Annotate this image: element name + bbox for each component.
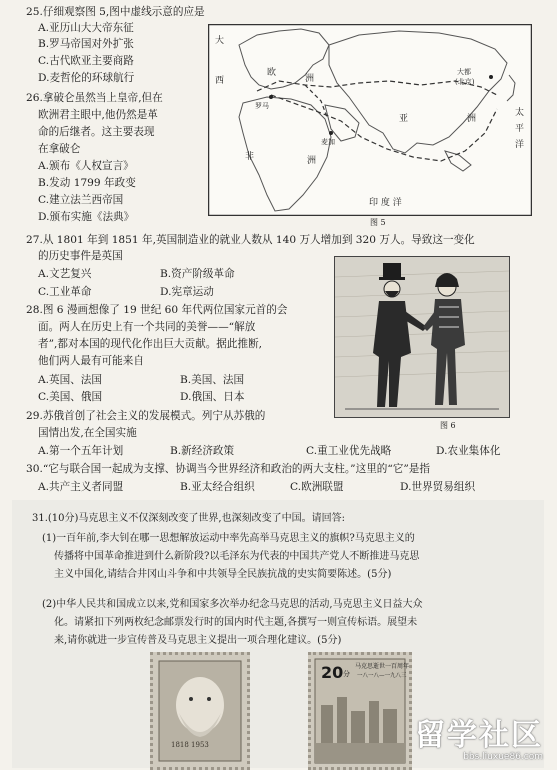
q26-line-1: 26.拿破仑虽然当上皇帝,但在 xyxy=(26,92,163,104)
map-label-europe-2: 洲 xyxy=(305,74,315,84)
map-label-pacific-2: 平 xyxy=(515,124,525,134)
q28-line-4: 他们两人最有可能来自 xyxy=(38,355,144,367)
q31-part2-line1: (2)中华人民共和国成立以来,党和国家多次举办纪念马克思的活动,马克思主义日益大众 xyxy=(42,599,423,610)
stamp-1-years: 1818 1953 xyxy=(171,741,209,749)
q27-option-b: B.资产阶级革命 xyxy=(160,268,235,280)
q27-option-d: D.宪章运动 xyxy=(160,286,214,298)
map-label-africa-2: 洲 xyxy=(307,156,317,166)
q25-stem: 25.仔细观察图 5,图中虚线示意的应是 xyxy=(26,6,205,18)
q28-option-a: A.英国、法国 xyxy=(38,374,102,386)
watermark-site-name: 留学社区 xyxy=(415,718,543,753)
q26-line-2: 欧洲君主眼中,他仍然是革 xyxy=(38,109,158,121)
map-label-indian-ocean: 印 度 洋 xyxy=(369,198,402,208)
map-label-pacific-1: 太 xyxy=(515,108,525,118)
q25-option-a: A.亚历山大大帝东征 xyxy=(38,22,134,34)
q28-line-1: 28.图 6 漫画想像了 19 世纪 60 年代两位国家元首的会 xyxy=(26,304,288,316)
stamp-1983-marx xyxy=(308,652,412,770)
q27-option-a: A.文艺复兴 xyxy=(38,268,92,280)
q28-option-c: C.美国、俄国 xyxy=(38,391,103,403)
map-label-pacific-3: 洋 xyxy=(515,140,525,150)
q26-line-4: 在拿破仑 xyxy=(38,143,81,155)
figure-5-map xyxy=(208,24,532,216)
q29-option-c: C.重工业优先战略 xyxy=(306,445,392,457)
q30-option-d: D.世界贸易组织 xyxy=(400,481,476,493)
q25-option-b: B.罗马帝国对外扩张 xyxy=(38,38,134,50)
q29-option-b: B.新经济政策 xyxy=(170,445,235,457)
world-map-drawing xyxy=(209,25,531,215)
stamp-2-title: 马克思逝世一百周年 xyxy=(355,663,410,670)
map-label-mecca: 麦加 xyxy=(321,138,335,146)
q30-option-c: C.欧洲联盟 xyxy=(290,481,344,493)
map-label-rome: 罗马 xyxy=(255,102,269,110)
q28-option-b: B.美国、法国 xyxy=(180,374,245,386)
map-label-asia-1: 亚 xyxy=(399,114,409,124)
stamp-2-value: 20 xyxy=(321,663,344,682)
route-sea-south xyxy=(271,95,497,161)
q29-option-a: A.第一个五年计划 xyxy=(38,445,124,457)
q28-option-d: D.俄国、日本 xyxy=(180,391,245,403)
q31-part2-line3: 来,请你就进一步宣传普及马克思主义提出一项合理化建议。(5分) xyxy=(54,635,342,646)
map-label-europe-1: 欧 xyxy=(267,68,277,78)
q30-option-a: A.共产主义者同盟 xyxy=(38,481,124,493)
figure-5-caption: 图 5 xyxy=(370,218,386,227)
q27-line-1: 27.从 1801 年到 1851 年,英国制造业的就业人数从 140 万人增加到 320 万人。导致这一变化 xyxy=(26,234,475,246)
stamp-1-drawing xyxy=(153,655,247,767)
cartoon-drawing xyxy=(335,257,509,417)
q29-option-d: D.农业集体化 xyxy=(436,445,501,457)
q28-line-3: 者”,都对本国的现代化作出巨大贡献。据此推断, xyxy=(38,338,263,350)
watermark-url: bbs.liuxue86.com xyxy=(463,752,543,762)
stamp-1953-marx xyxy=(150,652,250,770)
q31-part1-line1: (1)一百年前,李大钊在哪一思想解放运动中率先高举马克思主义的旗帜?马克思主义的 xyxy=(42,533,415,544)
q31-intro: 31.(10分)马克思主义不仅深刻改变了世界,也深刻改变了中国。请回答: xyxy=(32,513,345,524)
q31-part1-line2: 传播将中国革命推进到什么新阶段?以毛泽东为代表的中国共产党人不断推进马克思 xyxy=(54,551,420,562)
map-label-atlantic-2: 西 xyxy=(215,76,225,86)
q26-option-c: C.建立法兰西帝国 xyxy=(38,194,124,206)
map-label-africa-1: 非 xyxy=(245,152,255,162)
q31-part1-line3: 主义中国化,请结合井冈山斗争和中共领导全民族抗战的史实简要陈述。(5分) xyxy=(54,569,392,580)
q29-line-2: 国情出发,在全国实施 xyxy=(38,427,137,439)
q25-option-d: D.麦哲伦的环球航行 xyxy=(38,72,135,84)
q26-option-b: B.发动 1799 年政变 xyxy=(38,177,136,189)
europe-outline xyxy=(239,29,329,89)
map-label-atlantic-1: 大 xyxy=(215,36,225,46)
figure-6-caption: 图 6 xyxy=(440,421,456,430)
stamp-2-unit: 分 xyxy=(343,670,350,678)
map-label-beijing: (北京) xyxy=(455,78,475,86)
q30-line-1: 30.“它与联合国一起成为支撑、协调当今世界经济和政治的两大支柱。”这里的“它”是指 xyxy=(26,463,430,475)
rome-marker xyxy=(269,95,273,99)
q26-line-3: 命的后继者。这主要表现 xyxy=(38,126,155,138)
q31-part2-line2: 化。请紧扣下列两枚纪念邮票发行时的国内时代主题,各撰写一则宣传标语。展望未 xyxy=(54,617,418,628)
q26-option-a: A.颁布《人权宣言》 xyxy=(38,160,134,172)
q28-line-2: 面。两人在历史上有一个共同的美誉——“解放 xyxy=(38,321,256,333)
map-label-asia-2: 洲 xyxy=(467,114,477,124)
map-label-dadu: 大都 xyxy=(457,68,471,76)
stamp-2-dates: 一八一八—一九八三 xyxy=(357,673,407,679)
q27-line-2: 的历史事件是英国 xyxy=(38,250,123,262)
q29-line-1: 29.苏俄首创了社会主义的发展模式。列宁从苏俄的 xyxy=(26,410,266,422)
q27-option-c: C.工业革命 xyxy=(38,286,92,298)
mecca-marker xyxy=(329,131,333,135)
beijing-marker xyxy=(489,75,493,79)
site-watermark xyxy=(415,720,543,762)
q26-option-d: D.颁布实施《法典》 xyxy=(38,211,135,223)
q25-option-c: C.古代欧亚主要商路 xyxy=(38,55,134,67)
q30-option-b: B.亚太经合组织 xyxy=(180,481,255,493)
japan-outline xyxy=(507,75,515,101)
figure-6-cartoon xyxy=(334,256,510,418)
route-branch xyxy=(305,85,327,117)
